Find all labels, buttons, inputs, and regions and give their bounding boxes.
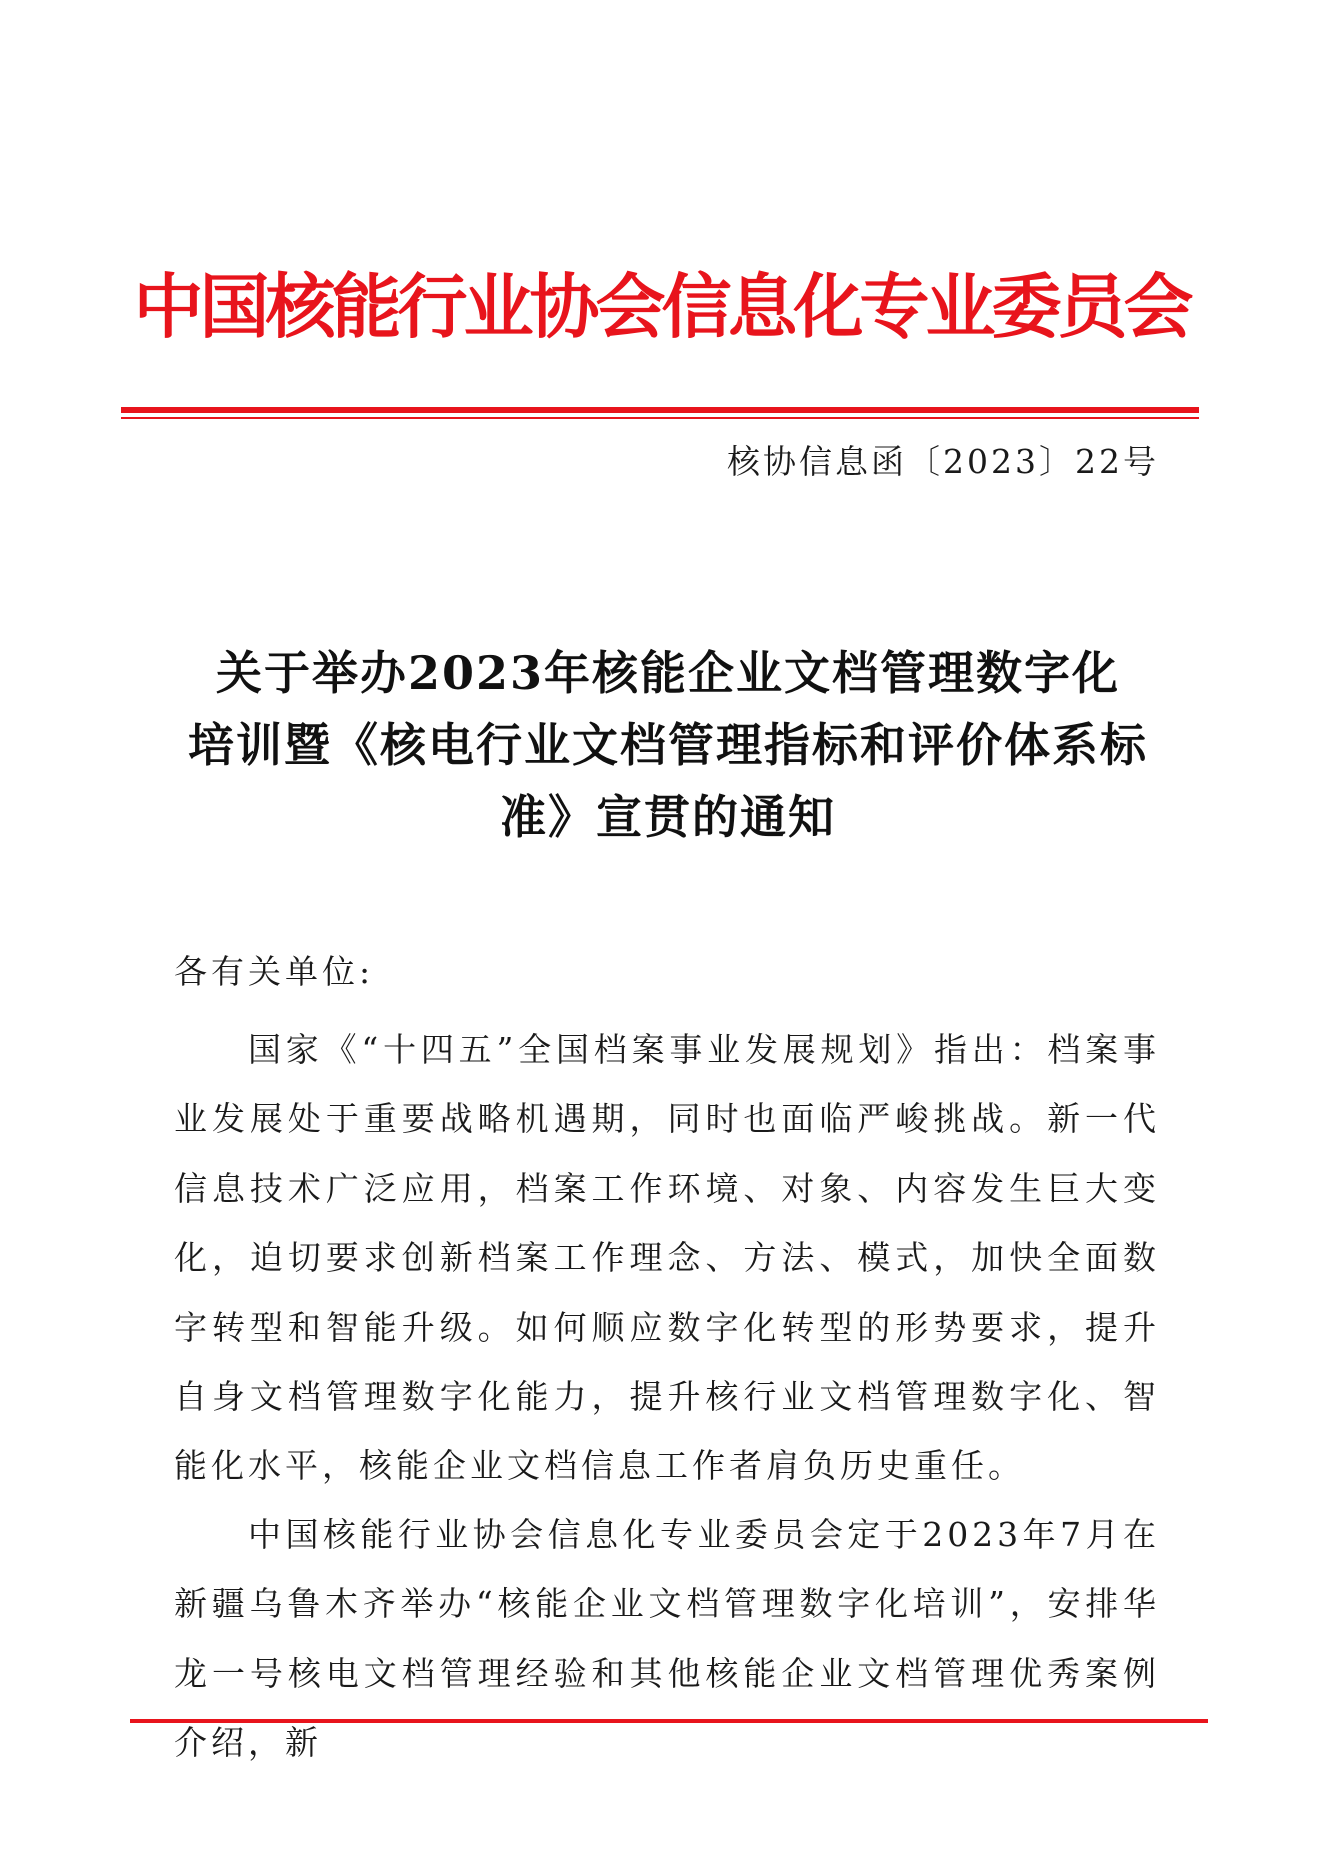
document-number: 核协信息函〔2023〕22号: [727, 442, 1159, 481]
notice-title: [173, 637, 1163, 853]
body-paragraph: 中国核能行业协会信息化专业委员会定于2023年7月在新疆乌鲁木齐举办“核能企业文档管理数字化培训”，安排华龙一号核电文档管理经验和其他核能企业文档管理优秀案例介绍，新: [174, 1515, 1160, 1763]
masthead-organization-name: 中国核能行业协会信息化专业委员会: [133, 266, 1190, 348]
notice-title-line: 准》宣贯的通知: [500, 790, 836, 844]
notice-title-line: 培训暨《核电行业文档管理指标和评价体系标: [188, 718, 1148, 772]
footer-divider: [130, 1719, 1208, 1723]
body-paragraph: 国家《“十四五”全国档案事业发展规划》指出：档案事业发展处于重要战略机遇期，同时也面临严峻挑战。新一代信息技术广泛应用，档案工作环境、对象、内容发生巨大变化，迫切要求创新档案工作理念、方法、模式，加快全面数字转型和智能升级。如何顺应数字化转型的形势要求，提升自身文档管理数字化能力，提升核行业文档管理数字化、智能化水平，核能企业文档信息工作者肩负历史重任。: [174, 1030, 1160, 1486]
notice-title-line: 关于举办2023年核能企业文档管理数字化: [215, 646, 1121, 700]
masthead-divider-thick: [121, 407, 1199, 413]
salutation: 各有关单位:: [174, 952, 375, 991]
masthead-divider-thin: [121, 417, 1199, 419]
